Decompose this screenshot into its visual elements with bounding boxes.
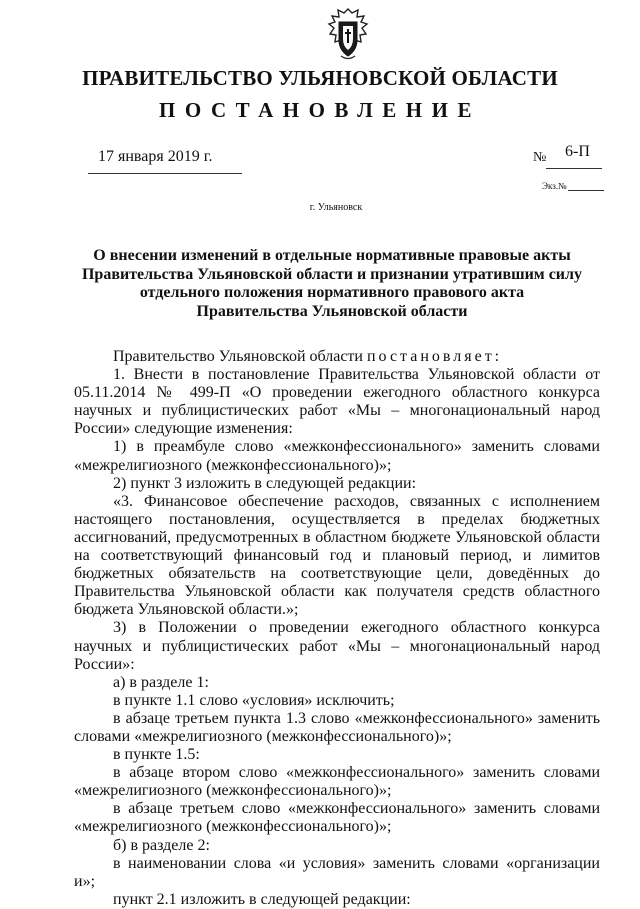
body-paragraph: 3) в Положении о проведении ежегодного областного конкурса научных и публицистических работ «Мы – многонациональный народ России»: bbox=[74, 619, 600, 673]
number-underline bbox=[546, 168, 602, 169]
body-paragraph: в наименовании слова «и условия» заменить словами «организации и»; bbox=[74, 854, 600, 890]
intro-paragraph bbox=[74, 348, 600, 366]
intro-subject: Правительство Ульяновской области bbox=[113, 348, 367, 365]
document-body bbox=[74, 348, 600, 909]
title-line: отдельного положения нормативного правового акта bbox=[139, 284, 525, 301]
title-line: О внесении изменений в отдельные нормативные правовые акты bbox=[93, 247, 571, 264]
date-underline bbox=[88, 173, 242, 174]
copy-number-underline bbox=[568, 190, 604, 191]
body-paragraph: в пункте 1.1 слово «условия» исключить; bbox=[113, 691, 395, 709]
title-line: Правительства Ульяновской области и признании утратившим силу bbox=[81, 265, 582, 283]
body-paragraph: «3. Финансовое обеспечение расходов, связанных с исполнением настоящего постановления, осуществляется в пределах бюджетных ассигнований, предусмотренных в областном бюджете Ульяновской области на соответствующий финансовый год и плановый период, и лимитов бюджетных обязательств на соответствующие цели, доведённых до Правительства Ульяновской области как получателя средств областного бюджета Ульяновской области.»; bbox=[74, 492, 600, 619]
number-sign: № bbox=[533, 150, 547, 165]
document-number: 6-П bbox=[565, 143, 590, 160]
body-paragraph: 1) в преамбуле слово «межконфессионального» заменить словами «межрелигиозного (межконфессионального)»; bbox=[74, 438, 600, 474]
organization-name: ПРАВИТЕЛЬСТВО УЛЬЯНОВСКОЙ ОБЛАСТИ bbox=[82, 66, 558, 90]
body-paragraph: 2) пункт 3 изложить в следующей редакции: bbox=[113, 474, 417, 492]
copy-number-label: Экз.№ bbox=[542, 181, 567, 191]
body-paragraph: б) в разделе 2: bbox=[113, 836, 210, 854]
title-line: Правительства Ульяновской области bbox=[196, 302, 468, 320]
document-type: ПОСТАНОВЛЕНИЕ bbox=[159, 98, 481, 122]
body-paragraph: в пункте 1.5: bbox=[113, 746, 200, 764]
document-title bbox=[70, 247, 594, 321]
city-name: г. Ульяновск bbox=[309, 202, 363, 213]
coat-of-arms-emblem bbox=[326, 8, 370, 62]
intro-verb: постановляет: bbox=[366, 348, 503, 365]
body-paragraph: а) в разделе 1: bbox=[113, 673, 209, 691]
document-date: 17 января 2019 г. bbox=[98, 148, 213, 165]
body-paragraph: пункт 2.1 изложить в следующей редакции: bbox=[113, 890, 411, 908]
body-paragraph: в абзаце третьем пункта 1.3 слово «межконфессионального» заменить словами «межрелигиозного (межконфессионального)»; bbox=[74, 709, 600, 745]
body-paragraph: в абзаце третьем слово «межконфессионального» заменить словами «межрелигиозного (межконфессионального)»; bbox=[74, 800, 600, 836]
body-paragraph: 1. Внести в постановление Правительства Ульяновской области от 05.11.2014 № 499-П «О проведении ежегодного областного конкурса научных и публицистических работ «Мы – многонациональный народ России» следующие изменения: bbox=[74, 366, 600, 438]
body-paragraph: в абзаце втором слово «межконфессионального» заменить словами «межрелигиозного (межконфессионального)»; bbox=[74, 764, 600, 800]
